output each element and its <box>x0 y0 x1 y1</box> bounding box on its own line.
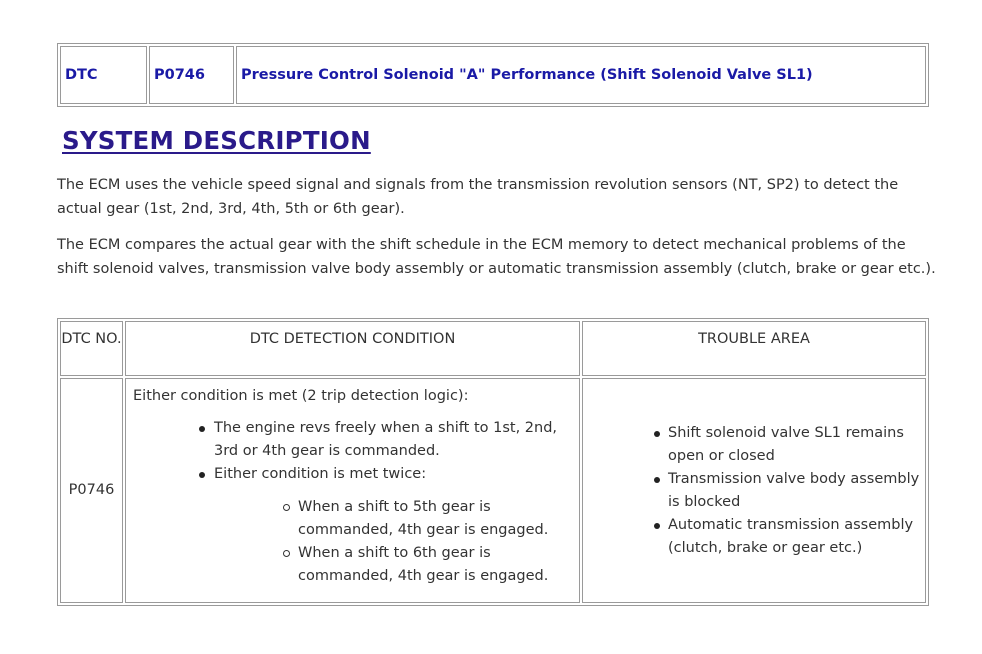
header-trouble-area: TROUBLE AREA <box>582 321 926 376</box>
list-item <box>283 542 573 588</box>
row-trouble-area <box>582 378 926 603</box>
trouble-item-text: Shift solenoid valve SL1 remains open or closed <box>668 424 904 464</box>
row-dtc-code: P0746 <box>68 482 115 498</box>
row-detection-condition <box>125 378 580 603</box>
bullet-icon <box>654 477 660 483</box>
list-item <box>199 463 573 588</box>
dtc-label: DTC <box>60 46 147 104</box>
list-item <box>654 468 925 514</box>
condition-item-text: The engine revs freely when a shift to 1st, 2nd, 3rd or 4th gear is commanded. <box>214 420 558 459</box>
list-item <box>283 496 573 542</box>
condition-subitem-text: When a shift to 5th gear is commanded, 4th gear is engaged. <box>298 499 549 538</box>
dtc-detection-table <box>57 318 929 606</box>
row-dtc-no <box>60 378 123 603</box>
condition-list <box>133 417 573 588</box>
bullet-icon <box>654 431 660 437</box>
circle-bullet-icon <box>283 504 290 511</box>
list-item <box>199 417 573 463</box>
header-dtc-no: DTC NO. <box>60 321 123 376</box>
dtc-title: Pressure Control Solenoid "A" Performance (Shift Solenoid Valve SL1) <box>236 46 926 104</box>
trouble-item-text: Automatic transmission assembly (clutch, brake or gear etc.) <box>668 516 914 556</box>
description-paragraph-1: The ECM uses the vehicle speed signal and signals from the transmission revolution sensors (NT, SP2) to detect the actual gear (1st, 2nd, 3rd, 4th, 5th or 6th gear). <box>57 177 899 217</box>
circle-bullet-icon <box>283 550 290 557</box>
bullet-icon <box>199 426 205 432</box>
list-item <box>654 422 925 468</box>
description-paragraph-2: The ECM compares the actual gear with the shift schedule in the ECM memory to detect mechanical problems of the shift solenoid valves, transmission valve body assembly or automatic transmission assembly (clutch, brake or gear etc.). <box>57 237 936 277</box>
dtc-header-table <box>57 43 929 107</box>
condition-subitem-text: When a shift to 6th gear is commanded, 4th gear is engaged. <box>298 545 549 584</box>
trouble-item-text: Transmission valve body assembly is blocked <box>668 470 920 510</box>
condition-sublist <box>214 496 573 588</box>
trouble-list <box>583 422 925 560</box>
bullet-icon <box>199 472 205 478</box>
header-detection-condition: DTC DETECTION CONDITION <box>125 321 580 376</box>
condition-item-text: Either condition is met twice: <box>214 466 427 482</box>
condition-intro: Either condition is met (2 trip detection logic): <box>133 388 469 404</box>
bullet-icon <box>654 523 660 529</box>
list-item <box>654 514 925 560</box>
section-title: SYSTEM DESCRIPTION <box>62 126 371 155</box>
dtc-code: P0746 <box>149 46 234 104</box>
